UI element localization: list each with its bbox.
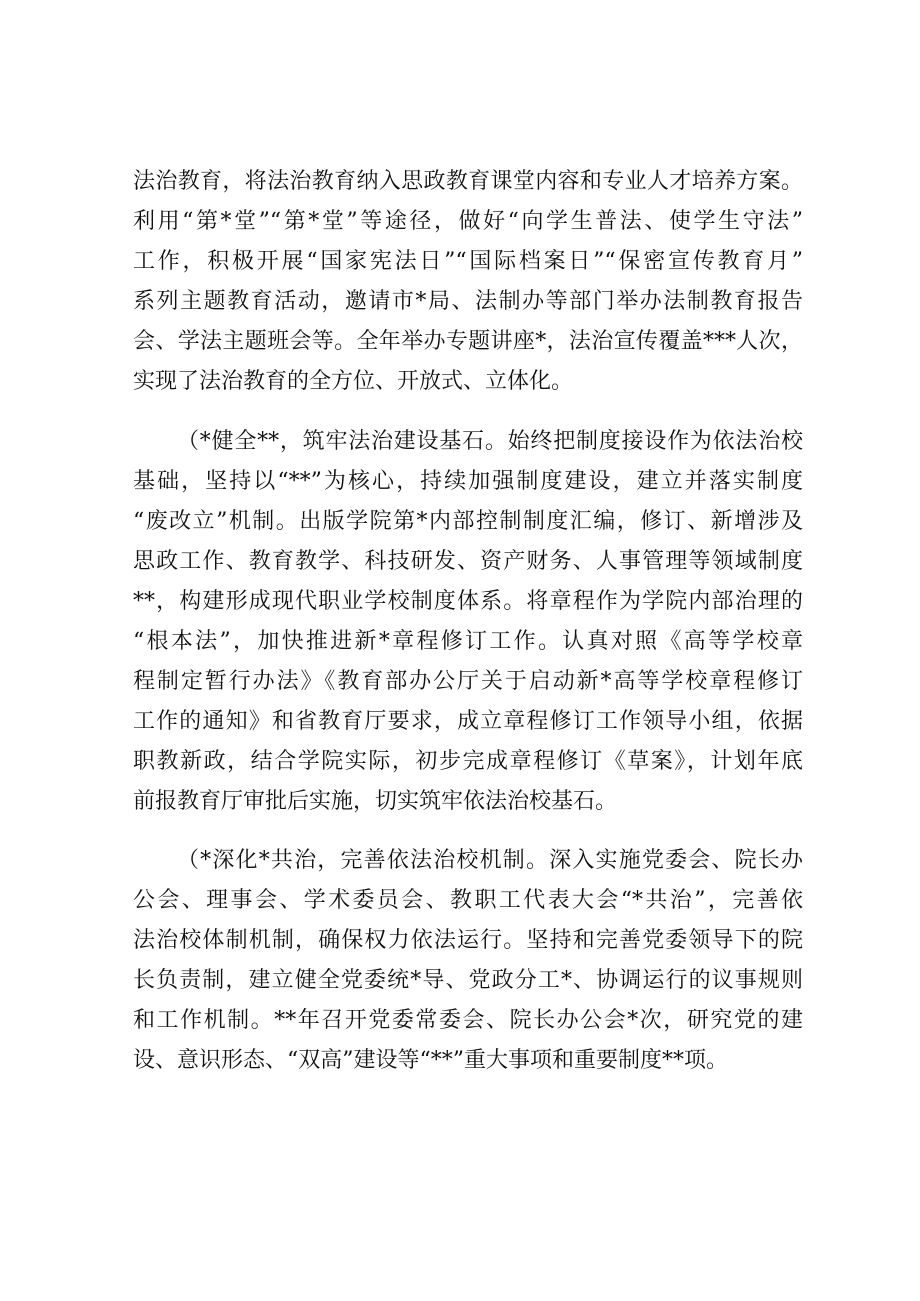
paragraph-legal-education: [133, 162, 803, 402]
text-line: 工作，积极开展“国家宪法日”“国际档案日”“保密宣传教育月”: [133, 249, 803, 274]
text-line: 程制定暂行办法》《教育部办公厅关于启动新*高等学校章程修订: [133, 669, 803, 694]
text-line: 法治教育，将法治教育纳入思政教育课堂内容和专业人才培养方案。: [133, 169, 803, 194]
paragraph-co-governance: [133, 841, 803, 1081]
text-line: 系列主题教育活动，邀请市*局、法制办等部门举办法制教育报告: [133, 289, 803, 314]
text-line: 前报教育厅审批后实施，切实筑牢依法治校基石。: [133, 789, 618, 814]
text-line: 基础，坚持以“**”为核心，持续加强制度建设，建立并落实制度: [133, 469, 803, 494]
text-line: 会、学法主题班会等。全年举办专题讲座*，法治宣传覆盖***人次，: [133, 329, 803, 354]
text-line: “根本法”，加快推进新*章程修订工作。认真对照《高等学校章: [133, 629, 803, 654]
text-line: 长负责制，建立健全党委统*导、党政分工*、协调运行的议事规则: [133, 968, 803, 993]
text-line: 设、意识形态、“双高”建设等“**”重大事项和重要制度**项。: [133, 1048, 728, 1073]
text-line: 工作的通知》和省教育厅要求，成立章程修订工作领导小组，依据: [133, 709, 803, 734]
text-line: 利用“第*堂”“第*堂”等途径，做好“向学生普法、使学生守法”: [133, 209, 803, 234]
text-line: **，构建形成现代职业学校制度体系。将章程作为学院内部治理的: [133, 589, 803, 614]
text-line: 思政工作、教育教学、科技研发、资产财务、人事管理等领域制度: [133, 549, 803, 574]
text-line: “废改立”机制。出版学院第*内部控制制度汇编，修订、新增涉及: [133, 509, 803, 534]
text-line: 职教新政，结合学院实际，初步完成章程修订《草案》，计划年底: [133, 749, 803, 774]
text-line: 公会、理事会、学术委员会、教职工代表大会“*共治”，完善依: [133, 888, 803, 913]
text-line: 实现了法治教育的全方位、开放式、立体化。: [133, 369, 574, 394]
text-line: （*深化*共治，完善依法治校机制。深入实施党委会、院长办: [177, 848, 803, 873]
text-line: （*健全**，筑牢法治建设基石。始终把制度接设作为依法治校: [177, 429, 803, 454]
paragraph-system-building: [133, 422, 803, 822]
text-line: 和工作机制。**年召开党委常委会、院长办公会*次，研究党的建: [133, 1008, 803, 1033]
text-line: 法治校体制机制，确保权力依法运行。坚持和完善党委领导下的院: [133, 928, 803, 953]
